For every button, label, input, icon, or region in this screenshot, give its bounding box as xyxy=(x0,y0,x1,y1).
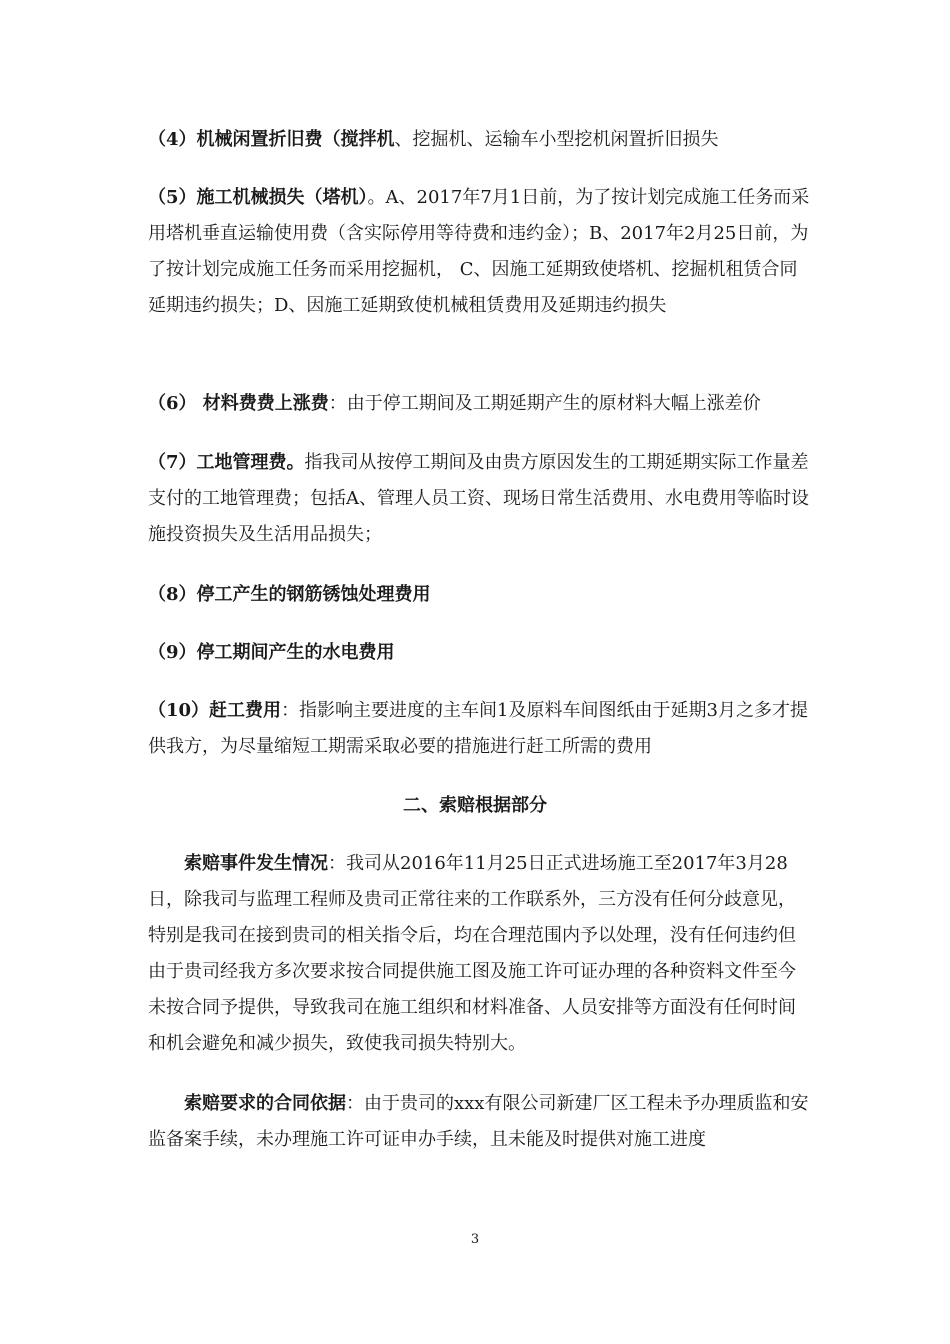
item-7 xyxy=(148,445,810,553)
claim-situation-paragraph xyxy=(148,846,810,1062)
item-6 xyxy=(148,386,810,422)
item-4-text: 、挖掘机、运输车小型挖机闲置折旧损失 xyxy=(394,129,719,150)
item-10-heading: （10）赶工费用 xyxy=(148,700,282,721)
item-9 xyxy=(148,635,810,671)
section-title: 二、索赔根据部分 xyxy=(403,795,547,816)
item-7-heading: （7）工地管理费。 xyxy=(148,452,305,473)
item-6-heading: （6） 材料费费上涨费 xyxy=(148,393,329,414)
item-5-text: 。A、2017年7月1日前，为了按计划完成施工任务而采用塔机垂直运输使用费（含实际停用等待费和违约金）；B、2017年2月25日前，为了按计划完成施工任务而采用挖掘机， C、因施工延期致使塔机、挖掘机租赁合同延期违约损失；D、因施工延期致使机械租赁费用及延期违约损失 xyxy=(148,187,810,316)
page-number: 3 xyxy=(470,1232,480,1247)
item-9-heading: （9）停工期间产生的水电费用 xyxy=(148,642,395,663)
item-5 xyxy=(148,180,810,324)
item-10-text: ：指影响主要进度的主车间1及原料车间图纸由于延期3月之多才提供我方，为尽量缩短工期需采取必要的措施进行赶工所需的费用 xyxy=(148,700,808,757)
item-10 xyxy=(148,693,810,765)
contract-basis-text: ：由于贵司的xxx有限公司新建厂区工程未予办理质监和安监备案手续，未办理施工许可证申办手续，且未能及时提供对施工进度 xyxy=(148,1093,809,1150)
item-7-text: 指我司从按停工期间及由贵方原因发生的工期延期实际工作量差支付的工地管理费；包括A、管理人员工资、现场日常生活费用、水电费用等临时设施投资损失及生活用品损失； xyxy=(148,452,809,545)
item-4 xyxy=(148,122,810,158)
item-6-text: ：由于停工期间及工期延期产生的原材料大幅上涨差价 xyxy=(328,393,761,414)
contract-basis-paragraph xyxy=(148,1086,810,1158)
claim-situation-heading: 索赔事件发生情况 xyxy=(184,853,328,874)
item-5-heading: （5）施工机械损失（塔机） xyxy=(148,187,368,208)
claim-situation-text: ：我司从2016年11月25日正式进场施工至2017年3月28日，除我司与监理工程师及贵司正常往来的工作联系外，三方没有任何分歧意见，特别是我司在接到贵司的相关指令后，均在合理范围内予以处理，没有任何违约但由于贵司经我方多次要求按合同提供施工图及施工许可证办理的各种资料文件至今未按合同予提供，导致我司在施工组织和材料准备、人员安排等方面没有任何时间和机会避免和减少损失，致使我司损失特别大。 xyxy=(148,853,796,1054)
contract-basis-heading: 索赔要求的合同依据 xyxy=(184,1093,346,1114)
item-8 xyxy=(148,577,810,613)
item-8-heading: （8）停工产生的钢筋锈蚀处理费用 xyxy=(148,584,431,605)
item-4-heading: （4）机械闲置折旧费（搅拌机 xyxy=(148,129,395,150)
